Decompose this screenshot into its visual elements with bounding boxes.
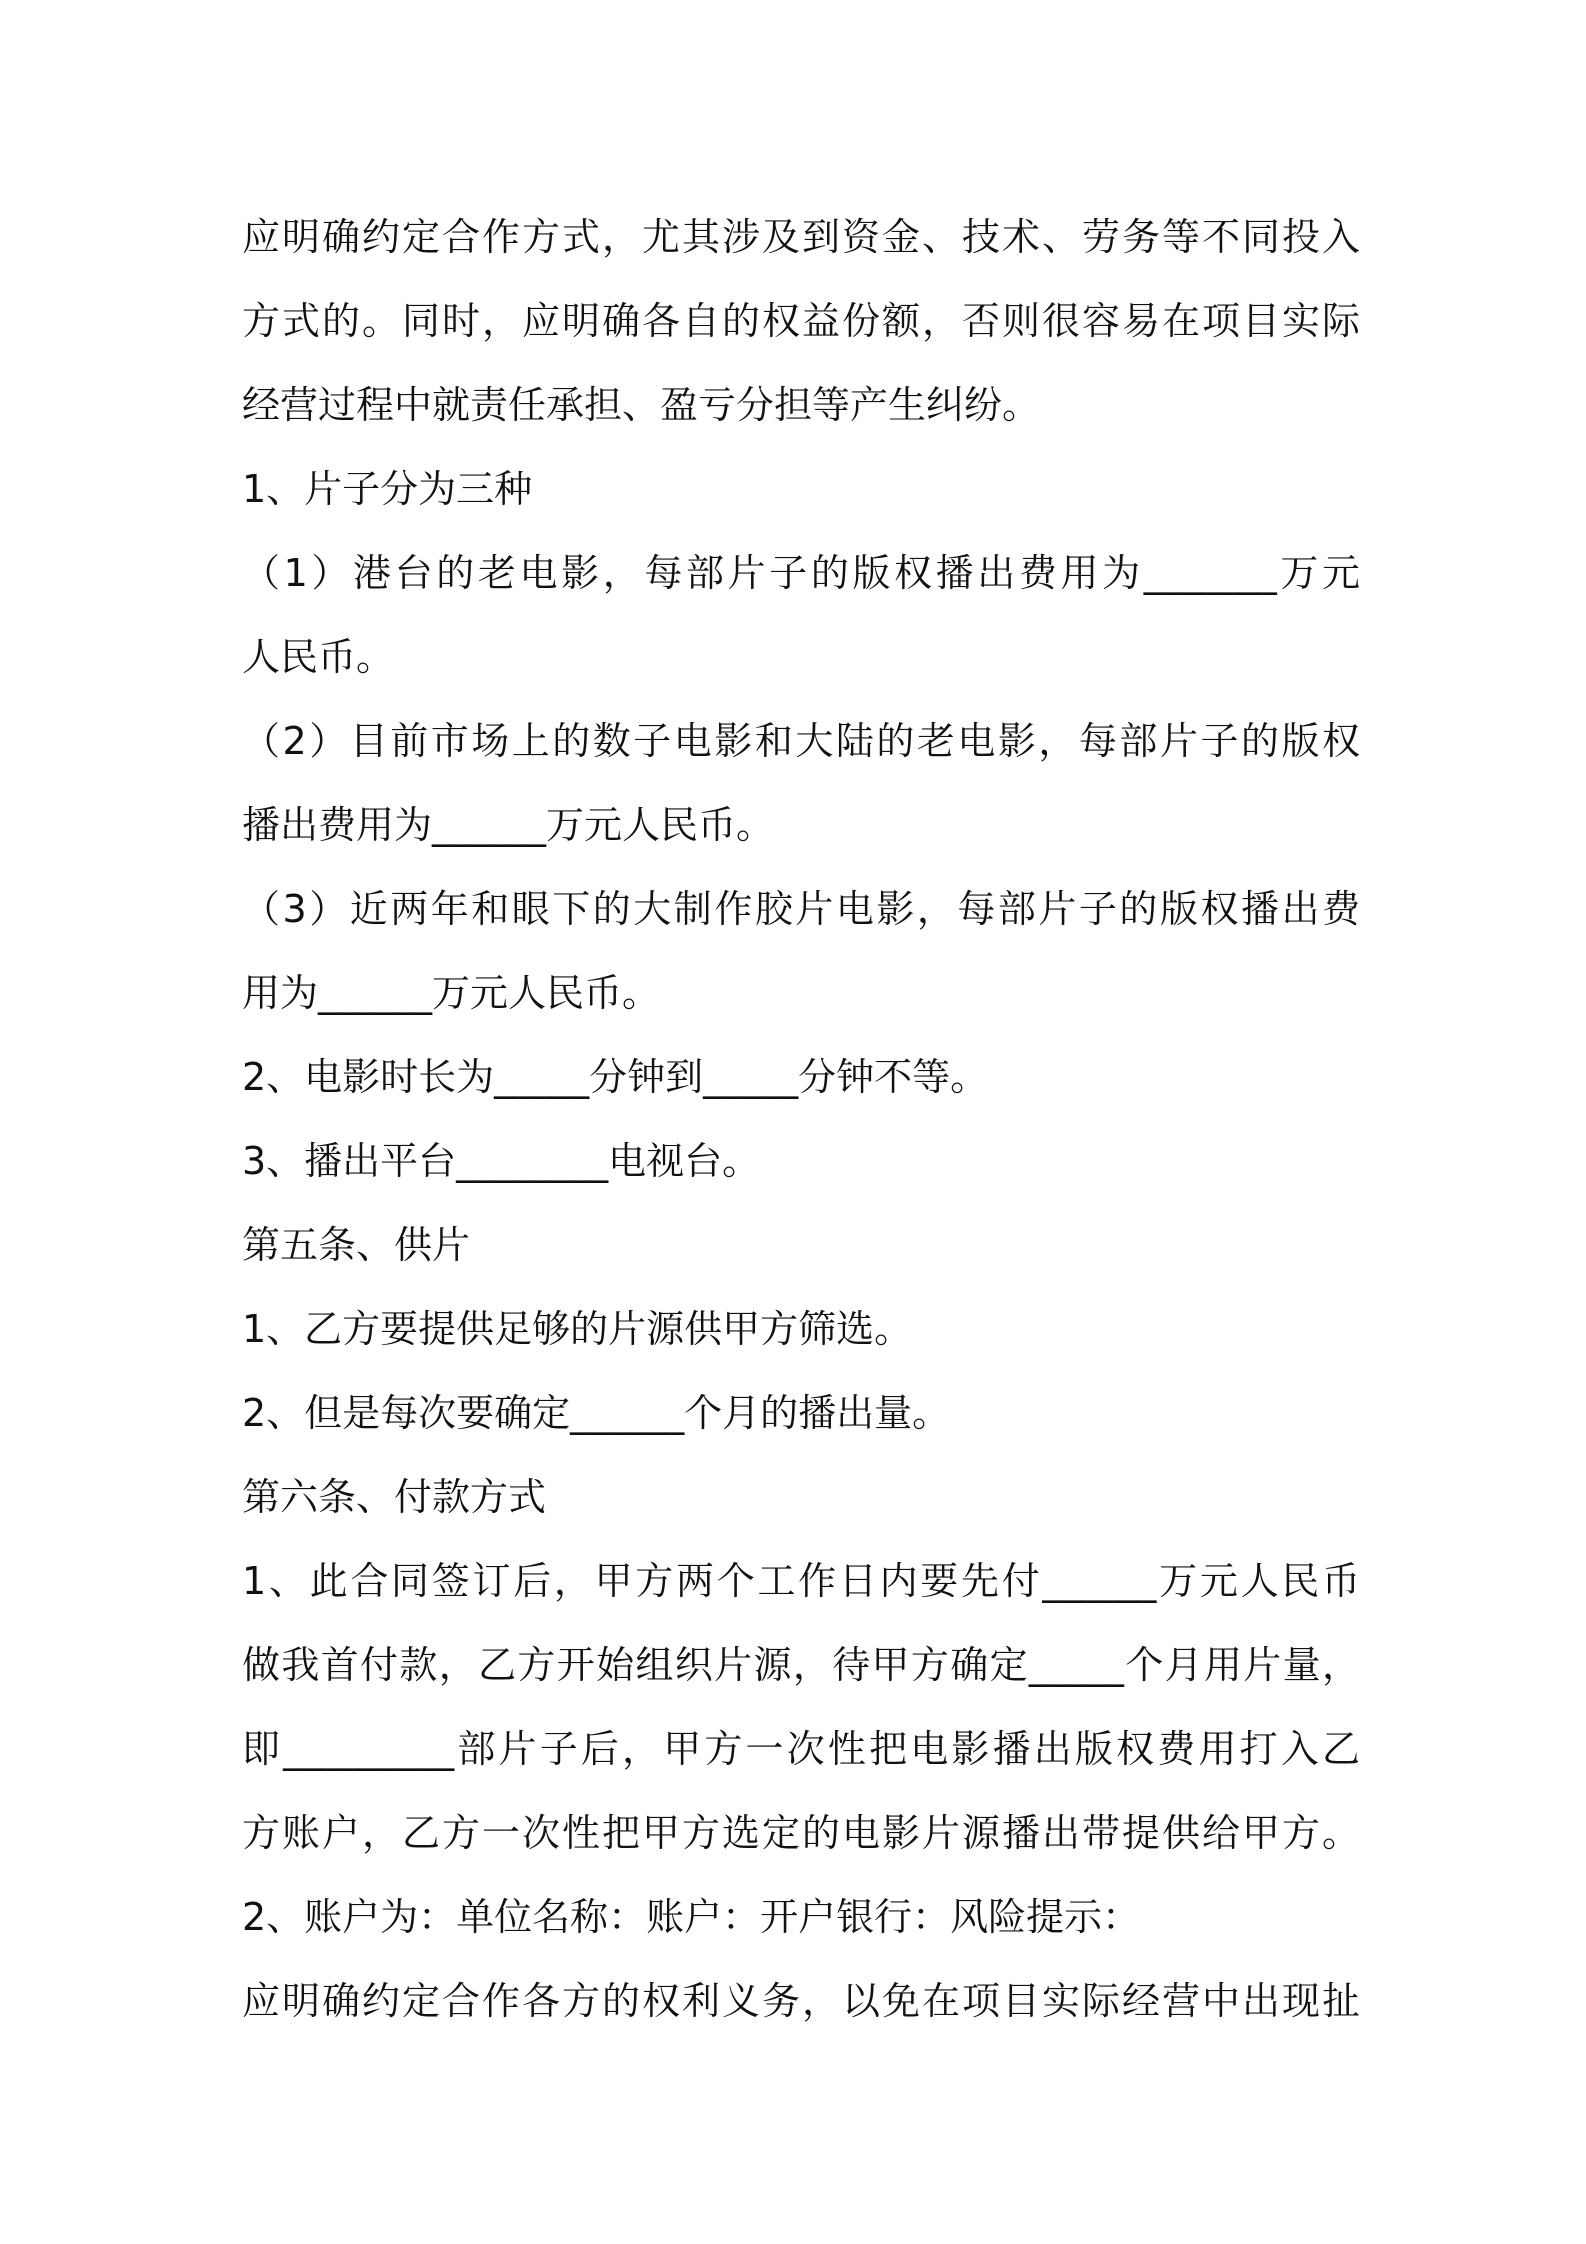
paragraph-line: 2、但是每次要确定______个月的播出量。 <box>242 1391 951 1435</box>
document-page <box>242 195 1360 2043</box>
paragraph-line: 用为______万元人民币。 <box>242 971 661 1015</box>
paragraph-line: 1、乙方要提供足够的片源供甲方筛选。 <box>242 1307 913 1351</box>
paragraph-line: 应明确约定合作各方的权利义务，以免在项目实际经营中出现扯 <box>242 1979 1360 2023</box>
paragraph-line: 2、账户为：单位名称：账户：开户银行：风险提示： <box>242 1895 1141 1939</box>
article-heading: 第六条、付款方式 <box>242 1475 547 1519</box>
paragraph-line: 播出费用为______万元人民币。 <box>242 803 775 847</box>
paragraph-line: 应明确约定合作方式，尤其涉及到资金、技术、劳务等不同投入 <box>242 215 1360 259</box>
article-heading: 第五条、供片 <box>242 1223 471 1267</box>
paragraph-line: （1）港台的老电影，每部片子的版权播出费用为_______万元 <box>242 551 1360 595</box>
paragraph-line: 2、电影时长为_____分钟到_____分钟不等。 <box>242 1055 989 1099</box>
paragraph-line: 人民币。 <box>242 635 395 679</box>
paragraph-line: 方式的。同时，应明确各自的权益份额，否则很容易在项目实际 <box>242 299 1360 343</box>
section-item-heading: 1、片子分为三种 <box>242 467 533 511</box>
paragraph-line: （3）近两年和眼下的大制作胶片电影，每部片子的版权播出费 <box>242 887 1360 931</box>
paragraph-line: （2）目前市场上的数子电影和大陆的老电影，每部片子的版权 <box>242 719 1360 763</box>
paragraph-line: 1、此合同签订后，甲方两个工作日内要先付______万元人民币 <box>242 1559 1360 1603</box>
paragraph-line: 方账户，乙方一次性把甲方选定的电影片源播出带提供给甲方。 <box>242 1811 1360 1855</box>
paragraph-line: 3、播出平台________电视台。 <box>242 1139 761 1183</box>
paragraph-line: 做我首付款，乙方开始组织片源，待甲方确定_____个月用片量， <box>242 1643 1360 1687</box>
paragraph-line: 即_________部片子后，甲方一次性把电影播出版权费用打入乙 <box>242 1727 1360 1771</box>
paragraph-line: 经营过程中就责任承担、盈亏分担等产生纠纷。 <box>242 383 1041 427</box>
